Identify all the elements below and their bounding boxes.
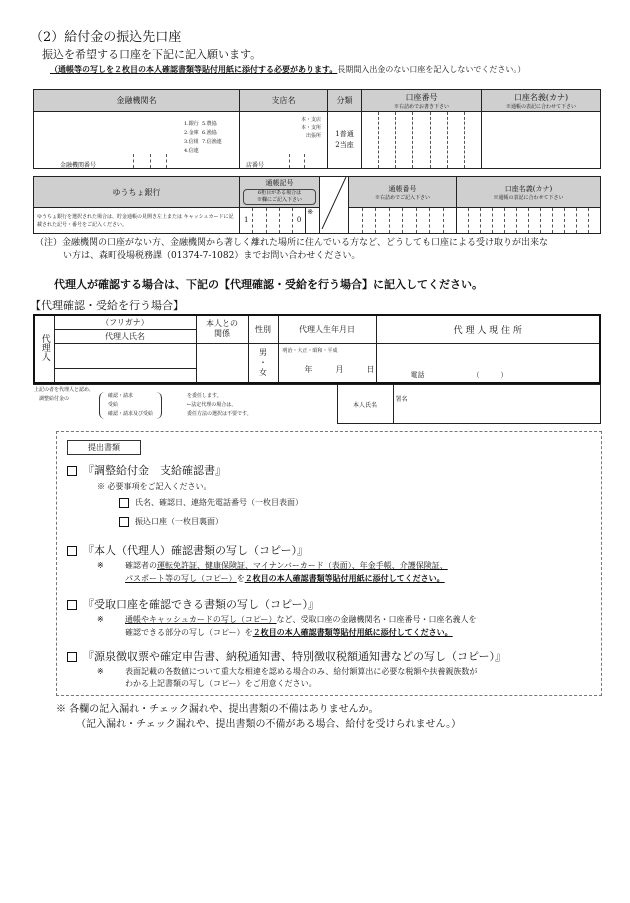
doc-item-2-asterisk: ※ <box>97 561 104 570</box>
branch-code-label: 店番号 <box>246 162 265 169</box>
signature-cell[interactable] <box>393 385 601 424</box>
proxy-heading: 【代理確認・受給を行う場合】 <box>30 299 184 312</box>
documents-box <box>56 431 602 696</box>
delegation-cell <box>33 385 337 424</box>
bank-type-5: 5.農協 <box>201 121 217 127</box>
remark <box>35 237 548 263</box>
label-day: 日 <box>366 364 375 374</box>
label-month: 月 <box>335 364 344 374</box>
delegation-table <box>33 384 601 424</box>
yucho-note: ゆうちょ銀行を選択された場合は、貯金通帳の見開き左上または キャッシュカードに記載された記号・番号をご記入ください。 <box>34 208 240 234</box>
branch-type-list <box>301 116 321 140</box>
yucho-number-sub: ※右詰めでご記入下さい <box>374 194 430 201</box>
section-note <box>50 64 525 75</box>
doc-item-2-note-d: を <box>236 574 245 583</box>
yucho-asterisk: ※ <box>307 208 314 216</box>
doc-item-4 <box>67 648 506 664</box>
yucho-number-head <box>349 177 457 208</box>
yucho-slash-cell <box>320 177 349 234</box>
doc-item-1-title: 『調整給付金 支給確認書』 <box>83 464 226 477</box>
col-relation-1: 本人との <box>206 319 238 329</box>
account-type-cell[interactable] <box>328 112 362 169</box>
delegate-right-1: を委任します。 <box>187 393 222 399</box>
account-number-cell[interactable] <box>362 112 482 169</box>
doc-item-4-asterisk: ※ <box>97 667 104 676</box>
doc-item-3-title: 『受取口座を確認できる書類の写し（コピー）』 <box>83 598 320 611</box>
col-holder <box>482 90 601 112</box>
col-proxy-name: 代理人氏名 <box>54 329 196 343</box>
proxy-notice: 代理人が確認する場合は、下記の【代理確認・受給を行う場合】に記入してください。 <box>54 278 483 291</box>
delegate-opt-2[interactable]: 受給 <box>108 402 119 408</box>
phone-label: 電話 <box>410 371 425 379</box>
holder-cell[interactable] <box>482 112 601 169</box>
doc-item-3-checkbox[interactable] <box>67 600 77 610</box>
delegate-right-3: 委任方法の選択は不要です。 <box>187 411 252 417</box>
yucho-symbol-note <box>243 189 316 205</box>
yucho-number-cell[interactable] <box>349 208 457 234</box>
delegate-opt-1[interactable]: 確認・請求 <box>108 393 134 399</box>
doc-item-1 <box>67 462 226 478</box>
note-attach: （通帳等の写しを２枚目の本人確認書類等貼付用紙に添付する必要があります。 <box>50 64 338 74</box>
doc-item-3-note-a: 通帳やキャッシュカードの写し（コピー） <box>125 615 277 624</box>
col-account <box>362 90 482 112</box>
delegate-right <box>187 392 252 419</box>
delegate-options[interactable] <box>99 392 162 419</box>
bank-type-1: 1.銀行 <box>184 121 199 127</box>
proxy-side-label <box>34 315 54 383</box>
yucho-table <box>33 176 601 234</box>
gender-cell[interactable] <box>248 343 278 383</box>
yucho-symbol-sub2: ※欄にご記入下さい <box>256 197 302 203</box>
doc-item-2-checkbox[interactable] <box>67 546 77 556</box>
proxy-name-cell[interactable] <box>54 343 196 383</box>
yucho-title: ゆうちょ銀行 <box>34 177 240 208</box>
bank-code-boxes[interactable] <box>118 154 182 168</box>
section-title: （2）給付金の振込先口座 <box>30 30 182 45</box>
doc-item-3-note <box>125 614 595 639</box>
delegate-right-2: ←法定代理の場合は、 <box>187 402 237 408</box>
doc-item-4-note-1: 表面記載の各数値について重大な相違を認める場合のみ、給付額算出に必要な税額や扶養親族数が <box>125 667 478 676</box>
doc-item-4-checkbox[interactable] <box>67 652 77 662</box>
doc-item-3 <box>67 596 319 612</box>
proxy-side-text: 代理人 <box>39 333 50 361</box>
doc-item-2-note-b: 運転免許証、健康保険証、マイナンバーカード（表面）、年金手帳、介護保険証、 <box>157 561 448 570</box>
bank-name-cell[interactable] <box>34 112 240 169</box>
slash-line <box>320 177 348 229</box>
yucho-prefix-digit: 1 <box>244 216 249 224</box>
col-holder-sub: ※通帳の表記に合わせて下さい <box>505 103 576 110</box>
delegate-line2: 調整給付金の <box>39 396 70 402</box>
section-intro: 振込を希望する口座を下記に記入願います。 <box>42 48 262 61</box>
doc-item-3-note-b: など、受取口座の金融機関名・口座番号・口座名義人を <box>276 615 477 624</box>
phone-paren: （ ） <box>472 371 508 379</box>
doc-item-2 <box>67 542 308 558</box>
yucho-symbol-cell[interactable] <box>240 208 306 234</box>
doc-item-2-note-e: ２枚目の本人確認書類等貼付用紙に添付してください。 <box>244 573 445 583</box>
yucho-symbol-label: 通帳記号 <box>265 179 294 187</box>
note-rest: 長期間入出金のない口座を記入しないでください。） <box>337 65 526 74</box>
doc-item-1-sub-1-text: 氏名、確認日、連絡先電話番号（一枚目表面） <box>135 498 303 507</box>
yucho-number-label: 通帳番号 <box>388 184 417 193</box>
yucho-holder-sub: ※通帳の表記に合わせて下さい <box>493 194 564 201</box>
address-cell[interactable] <box>376 343 600 383</box>
doc-item-2-note-c: パスポート等の写し（コピー） <box>125 574 237 583</box>
doc-item-1-checkbox[interactable] <box>67 466 77 476</box>
col-relation <box>196 315 248 343</box>
doc-item-4-title: 『源泉徴収票や確定申告書、納税通知書、特別徴収税額通知書などの写し（コピー）』 <box>83 650 507 663</box>
doc-item-3-asterisk: ※ <box>97 615 104 624</box>
footer-line2: （記入漏れ・チェック漏れや、提出書類の不備がある場合、給付を受けられません。） <box>76 719 462 730</box>
doc-item-1-note: ※ 必要事項をご記入ください。 <box>97 482 212 491</box>
yucho-extra-digit[interactable] <box>306 208 320 234</box>
doc-item-2-title: 『本人（代理人）確認書類の写し（コピー）』 <box>83 544 309 557</box>
relation-cell[interactable] <box>196 343 248 383</box>
documents-title: 提出書類 <box>67 440 141 455</box>
col-address: 代 理 人 現 住 所 <box>376 315 600 343</box>
gender-dot: ・ <box>259 357 267 367</box>
bank-type-4: 4.信連 <box>184 148 199 154</box>
col-birth: 代理人生年月日 <box>278 315 376 343</box>
account-type-1: 1普通 <box>335 130 354 138</box>
doc-item-2-note-a: 確認者の <box>125 561 157 570</box>
bank-type-2: 2.金庫 <box>184 130 199 136</box>
signature-label: 署名 <box>395 396 408 403</box>
delegate-line1: 上記の者を代理人と認め、 <box>34 387 94 393</box>
branch-type-3: 出張所 <box>305 133 321 139</box>
doc-item-3-note-c: 確認できる部分の写し（コピー）を <box>125 628 253 637</box>
col-relation-2: 関係 <box>214 329 230 339</box>
col-furigana: （フリガナ） <box>54 315 196 329</box>
bank-type-6: 6.漁協 <box>201 130 217 136</box>
doc-item-3-note-d: ２枚目の本人確認書類等貼付用紙に添付してください。 <box>252 627 453 637</box>
birth-cell[interactable] <box>278 343 376 383</box>
doc-item-1-sub-1-checkbox[interactable] <box>119 498 129 508</box>
doc-item-1-sub-1 <box>119 497 303 508</box>
principal-name-label: 本人氏名 <box>337 385 393 424</box>
remark-line2: い方は、森町役場税務課（01374-7-1082）までお問い合わせください。 <box>63 251 361 261</box>
date-labels <box>305 364 375 375</box>
col-branch: 支店名 <box>240 90 328 112</box>
yucho-holder-label: 口座名義(カナ) <box>504 184 553 193</box>
yucho-symbol-head <box>240 177 320 208</box>
delegate-opt-3[interactable]: 確認・請求及び受給 <box>108 411 154 417</box>
bank-type-7: 7.信漁連 <box>201 139 222 145</box>
remark-line1: （注）金融機関の口座がない方、金融機関から著しく離れた場所に住んでいる方など、どうしても口座による受け取りが出来な <box>35 238 549 248</box>
account-type-2: 2当座 <box>335 141 354 149</box>
yucho-holder-cell[interactable] <box>457 208 601 234</box>
yucho-holder-head <box>457 177 601 208</box>
bank-code-label: 金融機関番号 <box>60 162 97 169</box>
doc-item-1-sub-2 <box>119 516 223 527</box>
era-options: 明治・大正・昭和・平成 <box>282 347 338 354</box>
label-year: 年 <box>304 364 313 374</box>
col-account-label: 口座番号 <box>405 92 438 102</box>
yucho-zero-digit: 0 <box>296 216 302 224</box>
doc-item-4-note-2: わかる上記書類の写し（コピー）をご用意ください。 <box>125 679 317 688</box>
bank-table <box>33 89 601 169</box>
bank-type-list <box>184 120 222 156</box>
branch-cell[interactable] <box>240 112 328 169</box>
col-holder-label: 口座名義(カナ) <box>513 92 569 102</box>
doc-item-1-sub-2-checkbox[interactable] <box>119 517 129 527</box>
gender-male: 男 <box>259 347 267 357</box>
bank-type-3: 3.信組 <box>184 139 199 145</box>
proxy-table <box>33 314 601 384</box>
col-gender: 性別 <box>248 315 278 343</box>
gender-female: 女 <box>259 367 267 377</box>
doc-item-4-note <box>125 666 595 690</box>
doc-item-2-note <box>125 560 595 585</box>
footer-line1: ※ 各欄の記入漏れ・チェック漏れや、提出書類の不備はありませんか。 <box>56 704 379 715</box>
branch-type-1: 本・支店 <box>300 117 321 123</box>
branch-code-boxes[interactable] <box>274 154 320 168</box>
yucho-symbol-sub1: 6桁目がある場合は <box>257 190 302 196</box>
col-type: 分類 <box>328 90 362 112</box>
col-account-sub: ※右詰めでお書き下さい <box>393 103 449 110</box>
doc-item-1-sub-2-text: 振込口座（一枚目裏面） <box>135 517 223 526</box>
col-bank-name: 金融機関名 <box>34 90 240 112</box>
branch-type-2: 本・支所 <box>300 125 321 131</box>
